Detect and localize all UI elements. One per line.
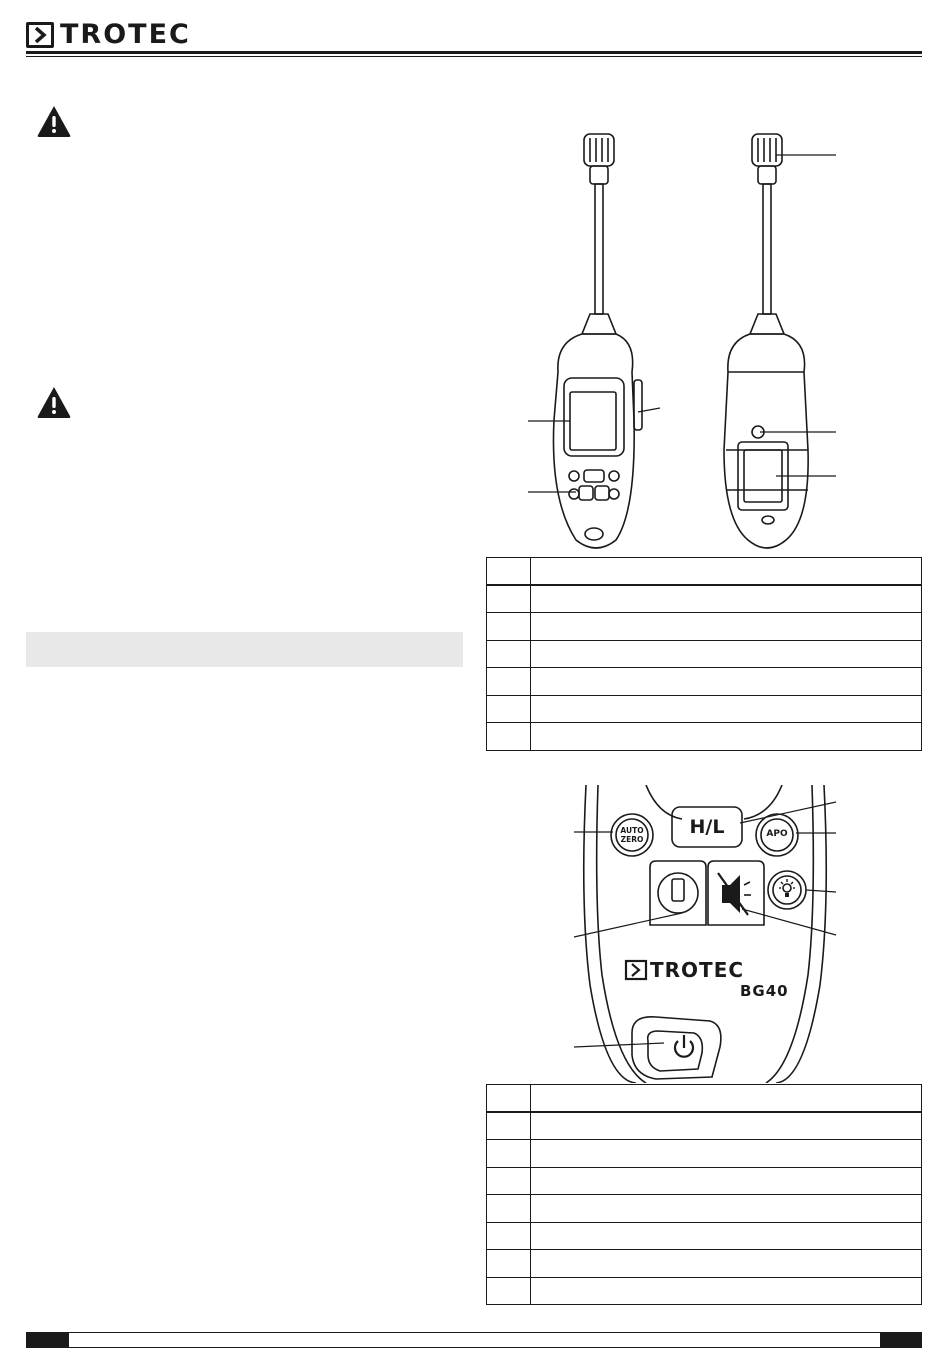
light-bulb-icon [779,879,795,897]
auto-zero-button [616,826,648,844]
model-label: BG40 [740,982,789,1000]
table-row [487,1195,922,1223]
footer-page-block-right [880,1332,922,1348]
auto-zero-label-2: ZERO [620,835,644,844]
table-row [487,1277,922,1305]
table-row [487,723,922,751]
keypad-legend-table [486,1084,922,1305]
table-row [487,1250,922,1278]
header-rule-thin [26,56,922,57]
logo-mark [26,22,54,48]
keypad-figure [486,785,922,1083]
table-row [487,1140,922,1168]
apo-button: APO [766,829,788,839]
brand-logo-text: TROTEC [60,19,191,50]
footer-bar [26,1332,922,1348]
header-rule [26,51,922,54]
keypad-brand-text: TROTEC [650,958,745,982]
auto-zero-label-1: AUTO [620,826,644,835]
logo-mark [626,961,646,979]
section-heading-band [26,632,463,667]
warning-triangle-icon [36,104,72,138]
warning-triangle-icon [36,385,72,419]
speaker-mute-icon [718,873,751,915]
table-row [487,613,922,641]
power-icon [675,1035,693,1057]
table-row [487,558,922,586]
chevron-right-icon [33,27,47,43]
table-row [487,1222,922,1250]
chevron-right-icon [632,964,639,976]
table-row [487,640,922,668]
table-row [487,695,922,723]
table-row [487,1167,922,1195]
device-front-back-figure [486,120,922,560]
hl-button: H/L [689,816,725,838]
footer-page-block-left [26,1332,69,1348]
table-row [487,1085,922,1113]
table-row [487,1112,922,1140]
table-row [487,668,922,696]
table-row [487,585,922,613]
device-legend-table [486,557,922,751]
